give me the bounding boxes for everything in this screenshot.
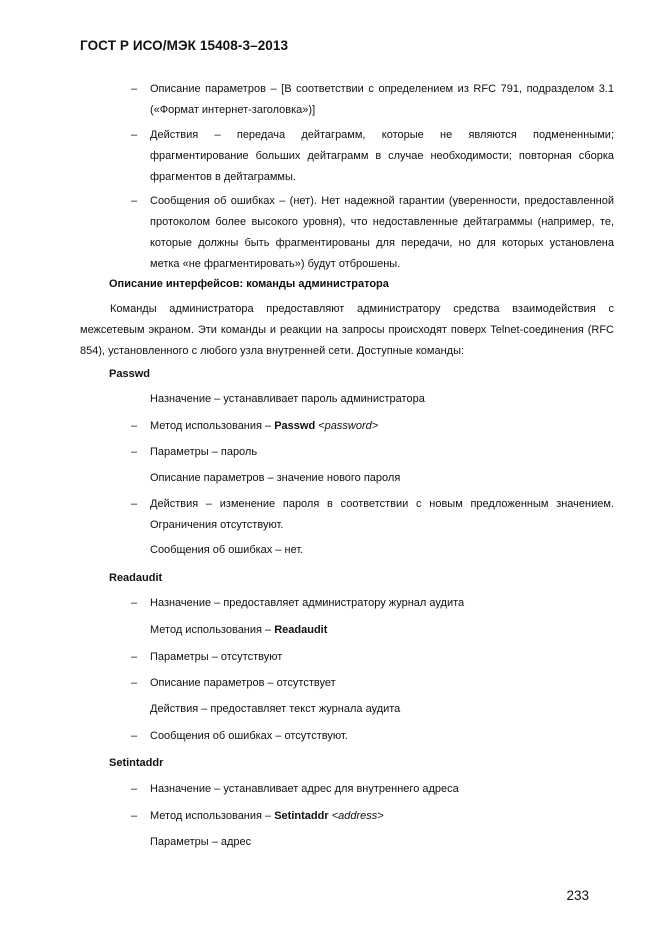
- readaudit-method: [150, 620, 614, 641]
- list-marker: –: [131, 730, 138, 742]
- list-marker: –: [131, 83, 138, 95]
- passwd-actions: Действия – изменение пароля в соответствии с новым предложенным значением. Ограничения отсутствуют.: [150, 498, 614, 531]
- command-heading-passwd: Passwd: [109, 368, 150, 380]
- list-marker: –: [131, 677, 138, 689]
- passwd-params: Параметры – пароль: [150, 446, 258, 458]
- list-marker: –: [131, 446, 138, 458]
- list-item-param-description: Описание параметров – [В соответствии с определением из RFC 791, подразделом 3.1 («Формат интернет-заголовка»)]: [150, 83, 614, 116]
- list-marker: –: [131, 420, 138, 432]
- passwd-purpose: Назначение – устанавливает пароль администратора: [150, 393, 425, 405]
- interfaces-paragraph: Команды администратора предоставляют администратору средства взаимодействия с межсетевым экраном. Эти команды и реакции на запросы происходят поверх Telnet-соединения (RFC 854), установленного с любого узла внутренней сети. Доступные команды:: [80, 303, 614, 357]
- command-name: Passwd: [274, 420, 316, 432]
- list-marker: –: [131, 195, 138, 207]
- command-heading-setintaddr: Setintaddr: [109, 757, 164, 769]
- readaudit-actions: Действия – предоставляет текст журнала аудита: [150, 703, 401, 715]
- setintaddr-params: Параметры – адрес: [150, 836, 252, 848]
- list-marker: –: [131, 129, 138, 141]
- command-name: Setintaddr: [274, 810, 329, 822]
- passwd-method: [150, 416, 614, 437]
- page-header: ГОСТ Р ИСО/МЭК 15408-3–2013: [80, 38, 289, 53]
- setintaddr-method: [150, 806, 614, 827]
- passwd-errors: Сообщения об ошибках – нет.: [150, 544, 304, 556]
- method-label: Метод использования –: [150, 624, 275, 636]
- section-heading-interfaces: Описание интерфейсов: команды администратора: [109, 278, 389, 290]
- method-label: Метод использования –: [150, 420, 275, 432]
- readaudit-params: Параметры – отсутствуют: [150, 651, 283, 663]
- command-argument: <address>: [331, 810, 384, 822]
- list-item-errors: Сообщения об ошибках – (нет). Нет надежной гарантии (уверенности, предоставленной протоколом более высокого уровня), что недоставленные дейтаграммы (например, те, которые должны быть фрагментированы для передачи, но для которых установлена метка «не фрагментировать») будут отброшены.: [150, 195, 614, 270]
- list-marker: –: [131, 651, 138, 663]
- method-label: Метод использования –: [150, 810, 275, 822]
- passwd-params-description: Описание параметров – значение нового пароля: [150, 472, 401, 484]
- readaudit-params-description: Описание параметров – отсутствует: [150, 677, 336, 689]
- list-marker: –: [131, 783, 138, 795]
- list-marker: –: [131, 810, 138, 822]
- list-marker: –: [131, 498, 138, 510]
- command-argument: <password>: [318, 420, 379, 432]
- list-item-actions: Действия – передача дейтаграмм, которые не являются подмененными; фрагментирование больших дейтаграмм в случае необходимости; повторная сборка фрагментов в дейтаграммы.: [150, 129, 614, 183]
- list-marker: –: [131, 597, 138, 609]
- page-number: 233: [566, 888, 589, 903]
- command-heading-readaudit: Readaudit: [109, 572, 163, 584]
- readaudit-purpose: Назначение – предоставляет администратору журнал аудита: [150, 597, 465, 609]
- readaudit-errors: Сообщения об ошибках – отсутствуют.: [150, 730, 348, 742]
- setintaddr-purpose: Назначение – устанавливает адрес для внутреннего адреса: [150, 783, 459, 795]
- command-name: Readaudit: [274, 624, 328, 636]
